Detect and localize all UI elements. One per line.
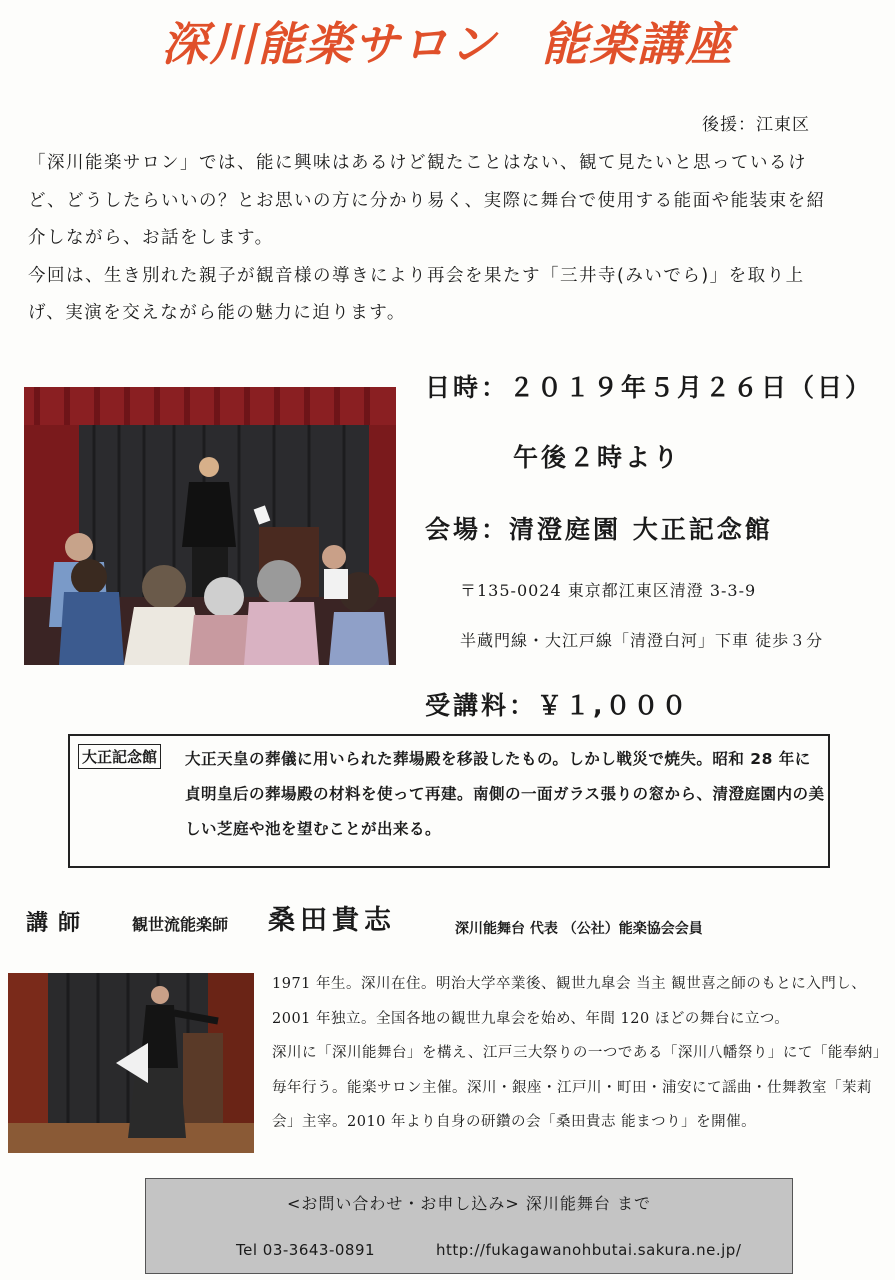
venue-access: 半蔵門線・大江戸線「清澄白河」下車 徒歩３分	[460, 631, 824, 650]
bio-paragraph-1: 1971 年生。深川在住。明治大学卒業後、観世九皐会 当主 観世喜之師のもとに入門し、2001 年独立。全国各地の観世九皐会を始め、年間 120 ほどの舞台に立つ。	[272, 976, 867, 1027]
bio-paragraph-2: 深川に「深川能舞台」を構え、江戸三大祭りの一つである「深川八幡祭り」にて「能奉納」毎年行う。能楽サロン主催。深川・銀座・江戸川・町田・浦安にて謡曲・仕舞教室「茉莉会」主宰。2010 年より自身の研鑽の会「桑田貴志 能まつり」を開催。	[272, 1045, 888, 1130]
instructor-school: 観世流能楽師	[132, 915, 229, 934]
instructor-heading: 講師	[26, 911, 91, 936]
title-course: 能楽講座	[541, 17, 734, 71]
performer-photo	[8, 973, 254, 1153]
event-date: 日時：２０１９年５月２６日（日）	[425, 373, 874, 402]
venue-info-label: 大正記念館	[78, 744, 161, 769]
instructor-bio	[272, 967, 892, 1140]
event-fee: 受講料：￥１,０００	[425, 691, 690, 720]
event-time: 午後２時より	[513, 443, 682, 472]
contact-heading: <お問い合わせ・お申し込み> 深川能舞台 まで	[287, 1194, 651, 1213]
lecture-photo	[24, 387, 396, 665]
contact-phone[interactable]: Tel 03-3643-0891	[236, 1241, 376, 1259]
event-venue: 会場：清澄庭園 大正記念館	[425, 515, 773, 544]
venue-info-text: 大正天皇の葬儀に用いられた葬場殿を移設したもの。しかし戦災で焼失。昭和 28 年に貞明皇后の葬場殿の材料を使って再建。南側の一面ガラス張りの窓から、清澄庭園内の美しい芝庭や池を望むことが出来る。	[185, 750, 825, 838]
contact-box	[145, 1178, 793, 1274]
contact-website-link[interactable]: http://fukagawanohbutai.sakura.ne.jp/	[436, 1241, 742, 1259]
intro-paragraph-2: 今回は、生き別れた親子が観音様の導きにより再会を果たす「三井寺(みいでら)」を取り上げ、実演を交えながら能の魅力に迫ります。	[28, 265, 805, 323]
intro-paragraph-1: 「深川能楽サロン」では、能に興味はあるけど観たことはない、観て見たいと思っているけど、どうしたらいいの？とお思いの方に分かり易く、実際に舞台で使用する能面や能装束を紹介しながら、お話をします。	[28, 153, 826, 248]
sponsor-note: 後援：江東区	[702, 115, 810, 135]
venue-address: 〒135-0024 東京都江東区清澄 3-3-9	[460, 581, 757, 600]
title-salon: 深川能楽サロン	[161, 17, 498, 71]
instructor-name: 桑田貴志	[268, 905, 396, 936]
venue-info-box	[68, 734, 830, 868]
intro-text	[28, 145, 828, 333]
page-title	[0, 8, 895, 74]
instructor-affiliation: 深川能舞台 代表 （公社）能楽協会会員	[455, 921, 703, 937]
